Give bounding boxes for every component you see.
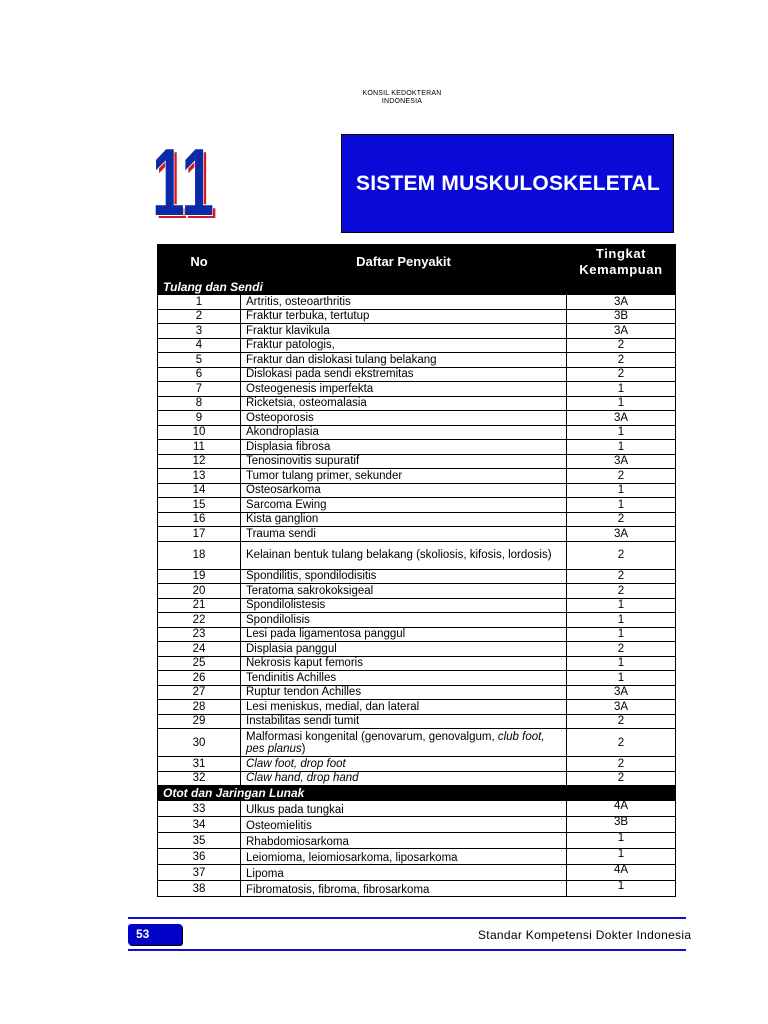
row-number: 20 (158, 584, 241, 599)
competency-level: 1 (567, 833, 676, 849)
disease-name: Osteoporosis (241, 411, 567, 426)
table-row (158, 757, 676, 772)
section-title: Tulang dan Sendi (158, 280, 676, 295)
footer-title: Standar Kompetensi Dokter Indonesia (478, 928, 692, 942)
table-row (158, 512, 676, 527)
table-row (158, 541, 676, 569)
disease-name: Instabilitas sendi tumit (241, 714, 567, 729)
disease-name: Trauma sendi (241, 527, 567, 542)
table-row (158, 324, 676, 339)
row-number: 37 (158, 865, 241, 881)
competency-level: 1 (567, 498, 676, 513)
disease-name: Displasia panggul (241, 642, 567, 657)
column-header-no: No (158, 245, 241, 280)
competency-level: 2 (567, 367, 676, 382)
row-number: 13 (158, 469, 241, 484)
row-number: 17 (158, 527, 241, 542)
competency-level: 1 (567, 396, 676, 411)
disease-name: Displasia fibrosa (241, 440, 567, 455)
competency-level: 2 (567, 714, 676, 729)
row-number: 33 (158, 801, 241, 817)
row-number: 15 (158, 498, 241, 513)
row-number: 19 (158, 569, 241, 584)
table-row (158, 584, 676, 599)
table-row (158, 598, 676, 613)
row-number: 31 (158, 757, 241, 772)
competency-level: 1 (567, 598, 676, 613)
table-row (158, 382, 676, 397)
page-number-badge: 53 (128, 924, 182, 945)
table-row (158, 613, 676, 628)
row-number: 38 (158, 881, 241, 897)
competency-level: 3A (567, 685, 676, 700)
table-row (158, 295, 676, 310)
table-row (158, 527, 676, 542)
table-row (158, 656, 676, 671)
disease-name: Lesi pada ligamentosa panggul (241, 627, 567, 642)
disease-name: Teratoma sakrokoksigeal (241, 584, 567, 599)
competency-level: 3A (567, 527, 676, 542)
row-number: 25 (158, 656, 241, 671)
disease-name: Dislokasi pada sendi ekstremitas (241, 367, 567, 382)
disease-name: Osteomielitis (241, 817, 567, 833)
competency-level: 1 (567, 849, 676, 865)
disease-name: Kelainan bentuk tulang belakang (skoliosis, kifosis, lordosis) (241, 541, 567, 569)
competency-level: 1 (567, 671, 676, 686)
competency-level: 2 (567, 338, 676, 353)
disease-name: Rhabdomiosarkoma (241, 833, 567, 849)
table-row (158, 881, 676, 897)
footer-rule-top (128, 917, 686, 919)
row-number: 7 (158, 382, 241, 397)
competency-level: 2 (567, 771, 676, 786)
disease-name: Nekrosis kaput femoris (241, 656, 567, 671)
disease-name: Spondilitis, spondilodisitis (241, 569, 567, 584)
row-number: 8 (158, 396, 241, 411)
disease-name: Claw foot, drop foot (241, 757, 567, 772)
disease-name: Tenosinovitis supuratif (241, 454, 567, 469)
competency-level: 2 (567, 642, 676, 657)
row-number: 30 (158, 729, 241, 757)
disease-name: Kista ganglion (241, 512, 567, 527)
table-row (158, 338, 676, 353)
competency-level: 3B (567, 817, 676, 833)
row-number: 26 (158, 671, 241, 686)
table-header-row (158, 245, 676, 280)
row-number: 3 (158, 324, 241, 339)
row-number: 16 (158, 512, 241, 527)
organization-header (340, 90, 464, 106)
competency-level: 2 (567, 569, 676, 584)
disease-name-part: ) (301, 742, 306, 755)
chapter-title: SISTEM MUSKULOSKELETAL (356, 172, 660, 195)
row-number: 11 (158, 440, 241, 455)
competency-level: 1 (567, 382, 676, 397)
table-row (158, 627, 676, 642)
table-row (158, 469, 676, 484)
disease-name: Spondilolistesis (241, 598, 567, 613)
table-row (158, 771, 676, 786)
row-number: 29 (158, 714, 241, 729)
disease-name: Lesi meniskus, medial, dan lateral (241, 700, 567, 715)
column-header-name: Daftar Penyakit (241, 245, 567, 280)
table-row (158, 729, 676, 757)
competency-level: 2 (567, 757, 676, 772)
competency-level: 2 (567, 541, 676, 569)
chapter-number (150, 140, 220, 224)
row-number: 18 (158, 541, 241, 569)
section-header-row (158, 280, 676, 295)
table-row (158, 440, 676, 455)
competency-level: 1 (567, 627, 676, 642)
chapter-number-text: 11 (152, 140, 214, 224)
row-number: 6 (158, 367, 241, 382)
competency-level: 3A (567, 454, 676, 469)
table-row (158, 483, 676, 498)
table-row (158, 700, 676, 715)
row-number: 35 (158, 833, 241, 849)
competency-level: 3A (567, 700, 676, 715)
disease-name: Sarcoma Ewing (241, 498, 567, 513)
row-number: 9 (158, 411, 241, 426)
disease-name: Osteogenesis imperfekta (241, 382, 567, 397)
footer-rule-bottom (128, 949, 686, 951)
row-number: 2 (158, 309, 241, 324)
chapter-number-shadow: 11 (155, 140, 217, 224)
row-number: 23 (158, 627, 241, 642)
competency-level: 2 (567, 512, 676, 527)
competency-level: 3A (567, 411, 676, 426)
competency-level: 1 (567, 881, 676, 897)
row-number: 22 (158, 613, 241, 628)
section-header-row (158, 786, 676, 801)
competency-level: 3A (567, 295, 676, 310)
row-number: 32 (158, 771, 241, 786)
table-row (158, 849, 676, 865)
table-row (158, 498, 676, 513)
table-row (158, 671, 676, 686)
disease-name: Akondroplasia (241, 425, 567, 440)
row-number: 14 (158, 483, 241, 498)
disease-name-part: club foot, pes planus (246, 730, 545, 755)
disease-name: Ricketsia, osteomalasia (241, 396, 567, 411)
competency-level: 1 (567, 483, 676, 498)
table-row (158, 309, 676, 324)
row-number: 24 (158, 642, 241, 657)
disease-name: Claw hand, drop hand (241, 771, 567, 786)
competency-level: 3A (567, 324, 676, 339)
table-row (158, 817, 676, 833)
row-number: 21 (158, 598, 241, 613)
row-number: 12 (158, 454, 241, 469)
table-row (158, 425, 676, 440)
table-row (158, 685, 676, 700)
disease-name: Fraktur terbuka, tertutup (241, 309, 567, 324)
competency-level: 1 (567, 425, 676, 440)
table-row (158, 411, 676, 426)
disease-name: Lipoma (241, 865, 567, 881)
competency-level: 4A (567, 865, 676, 881)
org-line-2: INDONESIA (381, 98, 423, 105)
row-number: 4 (158, 338, 241, 353)
disease-table (157, 244, 676, 897)
section-title: Otot dan Jaringan Lunak (158, 786, 676, 801)
disease-name: Ulkus pada tungkai (241, 801, 567, 817)
row-number: 10 (158, 425, 241, 440)
competency-level: 1 (567, 440, 676, 455)
competency-level: 2 (567, 729, 676, 757)
disease-name: Tumor tulang primer, sekunder (241, 469, 567, 484)
column-header-level-line2: Kemampuan (579, 262, 663, 277)
competency-level: 4A (567, 801, 676, 817)
disease-name: Fraktur dan dislokasi tulang belakang (241, 353, 567, 368)
competency-level: 3B (567, 309, 676, 324)
competency-level: 1 (567, 656, 676, 671)
competency-level: 2 (567, 353, 676, 368)
disease-name: Tendinitis Achilles (241, 671, 567, 686)
table-row (158, 353, 676, 368)
disease-name: Leiomioma, leiomiosarkoma, liposarkoma (241, 849, 567, 865)
org-line-1: KONSIL KEDOKTERAN (362, 90, 442, 97)
competency-level: 2 (567, 584, 676, 599)
disease-name: Osteosarkoma (241, 483, 567, 498)
column-header-level (567, 245, 676, 280)
table-row (158, 367, 676, 382)
disease-name-part: Malformasi kongenital (genovarum, genovalgum, (246, 730, 498, 743)
disease-name: Artritis, osteoarthritis (241, 295, 567, 310)
row-number: 34 (158, 817, 241, 833)
disease-name: Ruptur tendon Achilles (241, 685, 567, 700)
row-number: 27 (158, 685, 241, 700)
table-row (158, 396, 676, 411)
disease-name: Fibromatosis, fibroma, fibrosarkoma (241, 881, 567, 897)
table-row (158, 642, 676, 657)
competency-level: 2 (567, 469, 676, 484)
table-row (158, 833, 676, 849)
row-number: 28 (158, 700, 241, 715)
competency-level: 1 (567, 613, 676, 628)
disease-name: Spondilolisis (241, 613, 567, 628)
table-row (158, 714, 676, 729)
chapter-title-box (341, 134, 674, 233)
table-row (158, 865, 676, 881)
disease-name: Fraktur patologis, (241, 338, 567, 353)
row-number: 5 (158, 353, 241, 368)
disease-name (241, 729, 567, 757)
table-row (158, 569, 676, 584)
table-row (158, 801, 676, 817)
table-row (158, 454, 676, 469)
disease-name: Fraktur klavikula (241, 324, 567, 339)
row-number: 1 (158, 295, 241, 310)
row-number: 36 (158, 849, 241, 865)
column-header-level-line1: Tingkat (595, 246, 647, 261)
